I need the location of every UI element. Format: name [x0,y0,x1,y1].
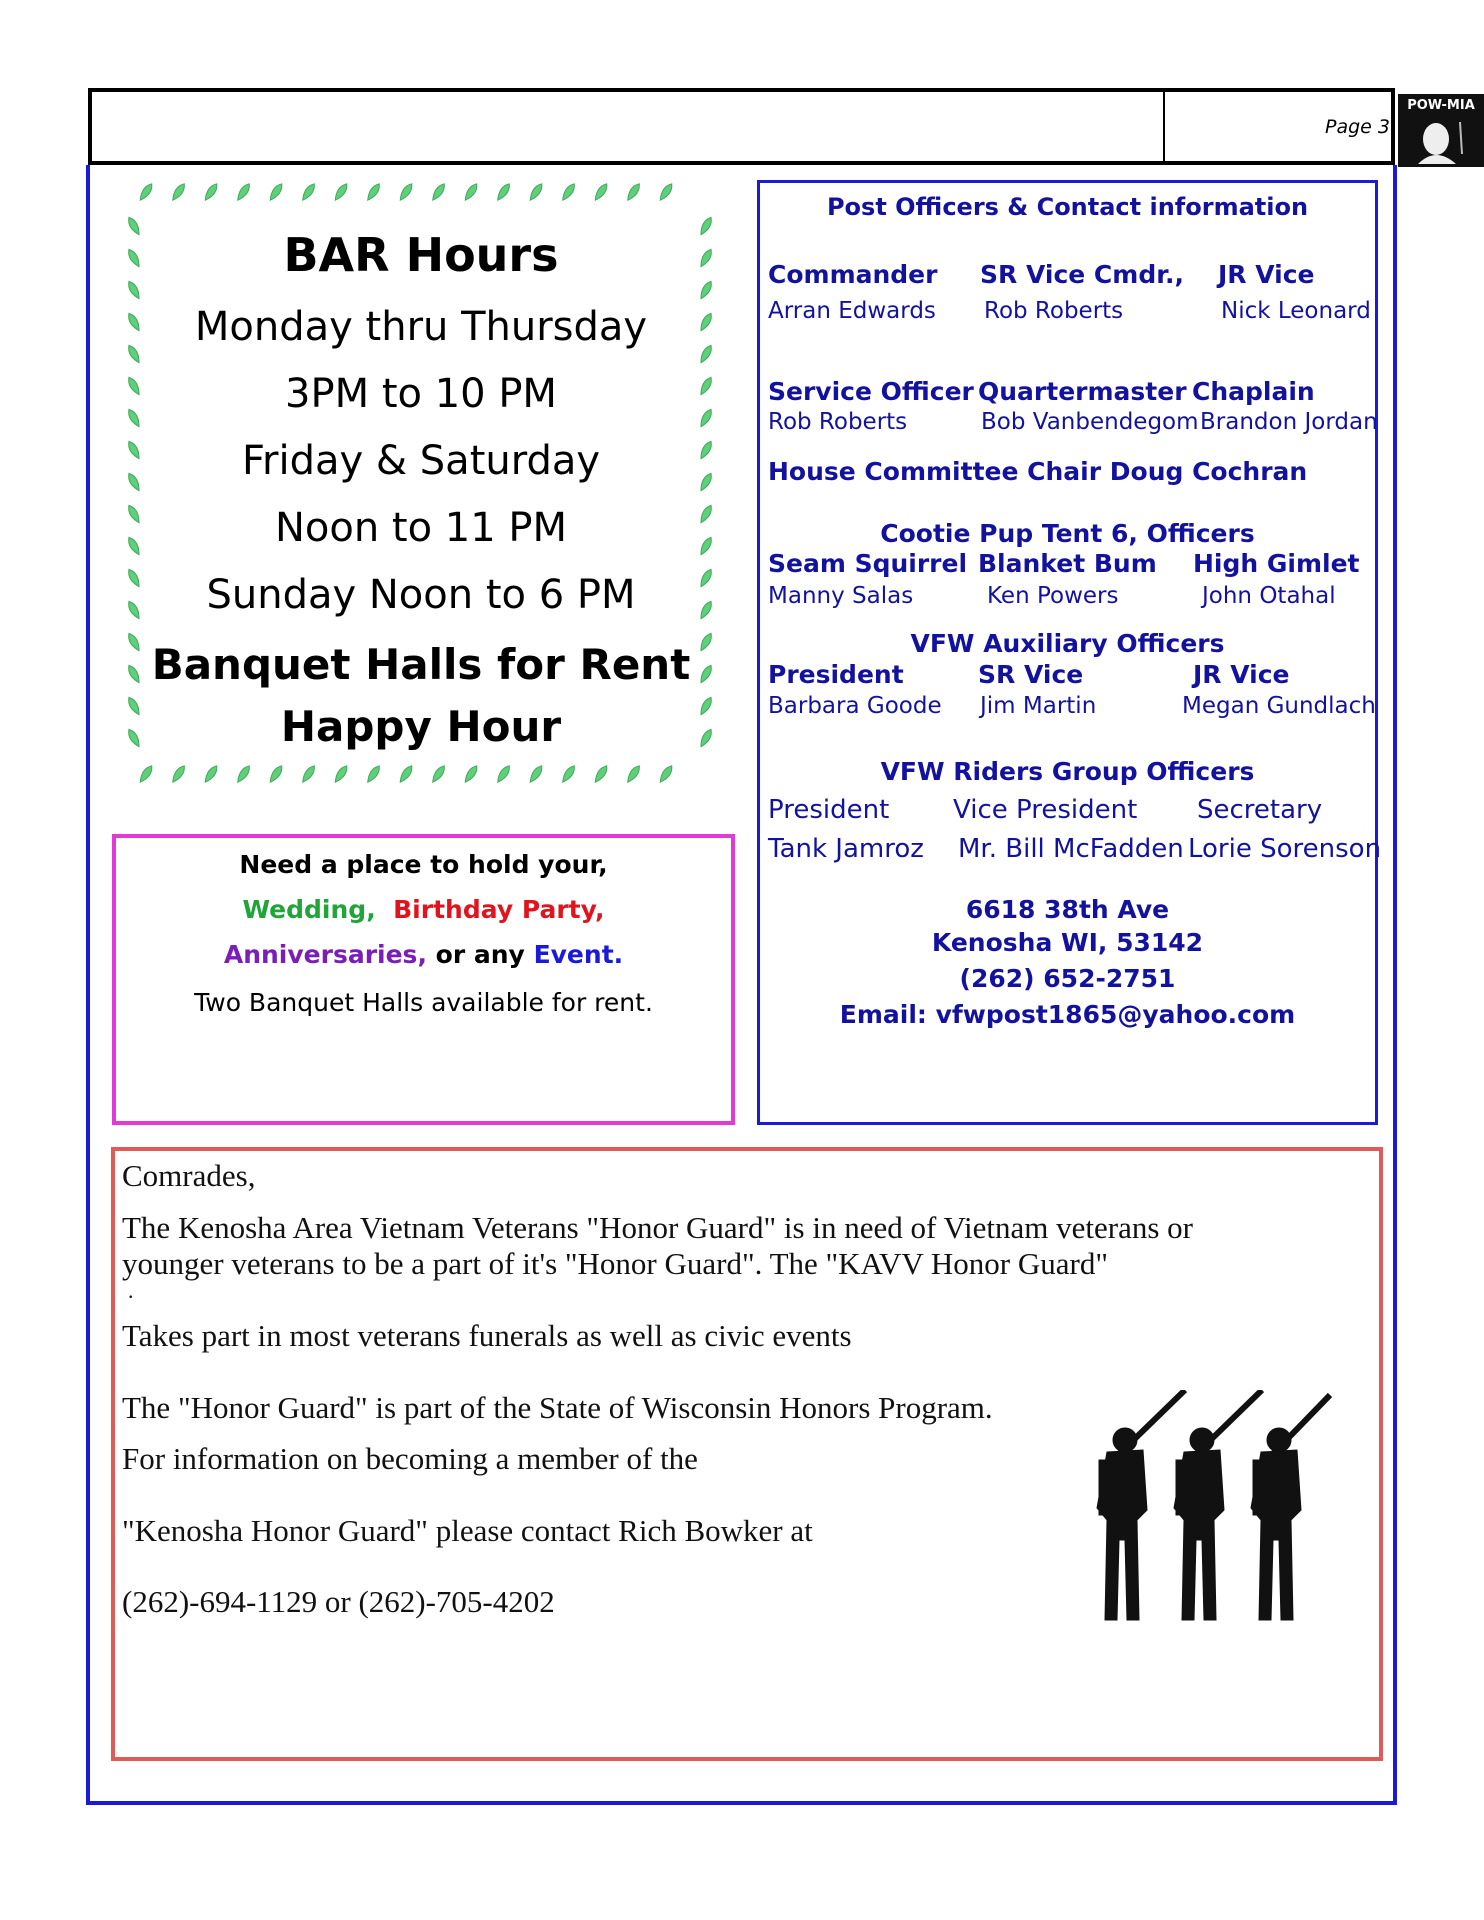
officer-role: Service Officer [768,377,974,406]
vine-leaf-top [202,182,219,202]
comrades-paragraph: The "Honor Guard" is part of the State of Wisconsin Honors Program. [122,1390,993,1425]
comrades-dot: . [128,1278,134,1303]
vine-leaf-bottom [495,764,512,784]
rifleman-3 [1251,1395,1330,1620]
post-address: 6618 38th Ave [965,895,1170,924]
vine-leaf-top [235,182,252,202]
vine-leaf-top [430,182,447,202]
page-header [88,88,1475,165]
officer-role: JR Vice [1193,660,1290,689]
officer-role: President [768,660,904,689]
officer-name: Megan Gundlach [1182,693,1376,719]
happy-hour-text: Happy Hour [280,702,562,751]
vine-leaf-top [365,182,382,202]
rental-events-line [112,895,735,924]
officer-name: Nick Leonard [1221,298,1371,324]
vine-leaf-top [397,182,414,202]
officer-name: Manny Salas [768,583,914,609]
rental-intro: Need a place to hold your, [239,850,608,879]
vine-leaf-top [170,182,187,202]
officer-role: Vice President [953,795,1138,825]
officer-role: Secretary [1197,795,1323,825]
officer-role: President [768,795,890,825]
post-phone: (262) 652-2751 [959,964,1176,993]
vine-leaf-left [126,280,142,301]
vine-leaf-bottom [462,764,479,784]
vine-leaf-bottom [300,764,317,784]
honor-guard-silhouette-icon [1085,1390,1335,1630]
auxiliary-heading: VFW Auxiliary Officers [910,629,1225,658]
vine-leaf-top [495,182,512,202]
vine-leaf-bottom [527,764,544,784]
rifleman-2 [1174,1390,1262,1620]
vine-leaf-bottom [592,764,609,784]
officer-name: Rob Roberts [768,409,908,435]
officer-role: Commander [768,260,938,289]
vine-leaf-bottom [430,764,447,784]
rental-halls-text: Two Banquet Halls available for rent. [194,988,653,1017]
comrades-paragraph: younger veterans to be a part of it's "Honor Guard". The "KAVV Honor Guard" [122,1246,1108,1281]
officer-name: Ken Powers [987,583,1119,609]
banquet-halls-text: Banquet Halls for Rent [151,640,691,689]
vine-leaf-top [267,182,284,202]
officer-name: Barbara Goode [768,693,942,719]
vine-leaf-bottom [657,764,674,784]
vine-leaf-top [560,182,577,202]
comrades-paragraph: "Kenosha Honor Guard" please contact Rich Bowker at [122,1513,813,1548]
vine-leaf-bottom [397,764,414,784]
officer-name: Arran Edwards [768,298,936,324]
birthday-text: Birthday Party, [393,895,605,924]
vine-leaf-bottom [235,764,252,784]
officer-name: Brandon Jordan [1200,409,1378,435]
comrades-phone: (262)-694-1129 or (262)-705-4202 [122,1584,555,1619]
vine-leaf-top [332,182,349,202]
officer-role: Quartermaster [978,377,1187,406]
event-text: Event. [533,940,624,969]
officers-heading: Post Officers & Contact information [826,193,1309,221]
vine-leaf-bottom [137,764,154,784]
vine-leaf-top [625,182,642,202]
officer-role: Chaplain [1192,377,1315,406]
officer-role: JR Vice [1218,260,1315,289]
officer-role: Blanket Bum [978,549,1157,578]
header-divider [1163,92,1165,161]
officer-role: High Gimlet [1193,549,1360,578]
pow-mia-logo-icon [1398,94,1484,167]
comrades-greeting: Comrades, [122,1158,256,1193]
vine-leaf-bottom [202,764,219,784]
vine-leaf-top [300,182,317,202]
vine-leaf-top [657,182,674,202]
bar-hours-line: Sunday Noon to 6 PM [206,572,636,618]
house-committee-text: House Committee Chair Doug Cochran [768,457,1308,486]
bar-hours-line: Friday & Saturday [241,438,601,484]
comrades-paragraph: Takes part in most veterans funerals as well as civic events [122,1318,852,1353]
vine-leaf-bottom [625,764,642,784]
riders-heading: VFW Riders Group Officers [880,757,1255,786]
vine-leaf-bottom [170,764,187,784]
post-city: Kenosha WI, 53142 [931,928,1204,957]
page-number: Page 3 [1325,116,1390,138]
officer-name: John Otahal [1202,583,1336,609]
vine-leaf-top [462,182,479,202]
logo-text: POW-MIA [1407,98,1475,113]
vine-leaf-bottom [560,764,577,784]
vine-leaf-top [592,182,609,202]
officer-role: SR Vice [978,660,1084,689]
comrades-paragraph: For information on becoming a member of the [122,1441,698,1476]
bar-hours-line: Monday thru Thursday [194,304,648,350]
post-email[interactable]: Email: vfwpost1865@yahoo.com [839,1000,1296,1029]
officer-role: SR Vice Cmdr., [980,260,1184,289]
rental-events-line-2 [112,940,735,969]
vine-leaf-bottom [332,764,349,784]
officer-name: Mr. Bill McFadden [958,834,1184,864]
bar-hours-line: 3PM to 10 PM [285,371,557,417]
cootie-heading: Cootie Pup Tent 6, Officers [880,519,1255,548]
officer-name: Jim Martin [980,693,1097,719]
wedding-text: Wedding, [242,895,376,924]
vine-leaf-top [137,182,154,202]
officer-name: Lorie Sorenson [1188,834,1382,864]
vine-leaf-top [527,182,544,202]
officer-name: Bob Vanbendegom [981,409,1199,435]
or-any-text: or any [435,940,525,969]
vine-leaf-bottom [267,764,284,784]
vine-leaf-right [698,280,714,301]
vine-leaf-bottom [365,764,382,784]
anniversaries-text: Anniversaries, [223,940,427,969]
rifleman-1 [1097,1390,1185,1620]
bar-hours-line: Noon to 11 PM [274,505,568,551]
bar-hours-title: BAR Hours [283,228,559,282]
officer-role: Seam Squirrel [768,549,968,578]
comrades-paragraph: The Kenosha Area Vietnam Veterans "Honor Guard" is in need of Vietnam veterans or [122,1210,1193,1245]
officer-name: Rob Roberts [984,298,1124,324]
officer-name: Tank Jamroz [768,834,924,864]
